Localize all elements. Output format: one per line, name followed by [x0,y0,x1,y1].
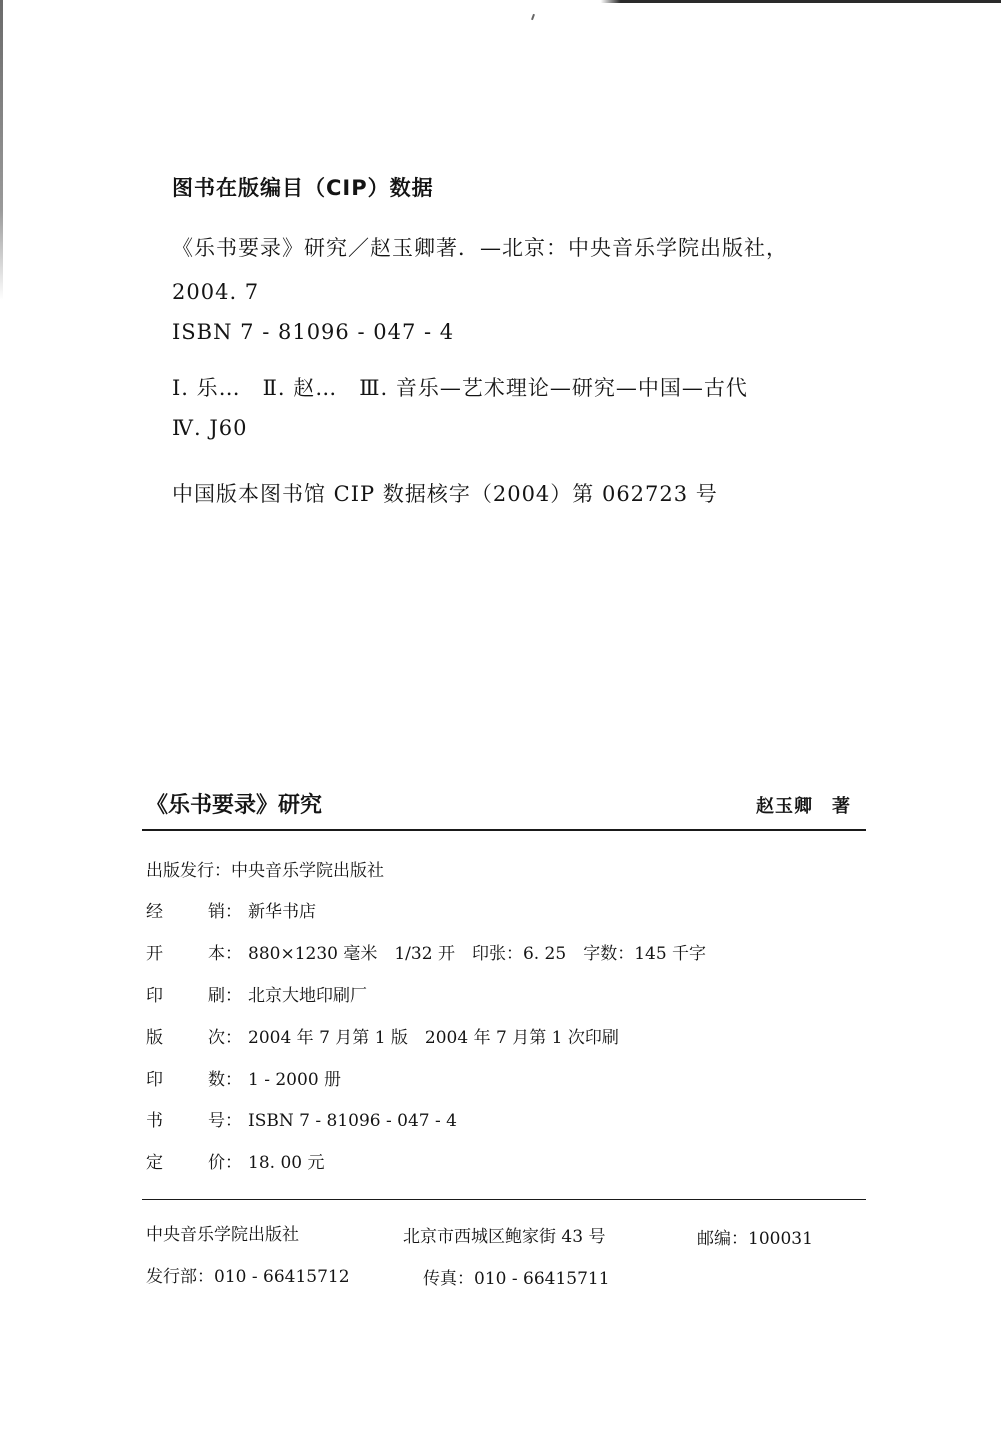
label-char: 定 [146,1153,163,1173]
label-char: 数： [208,1070,242,1090]
colophon-row-edition [146,1023,619,1048]
colophon-row-distributor [146,897,316,922]
label-char: 印 [146,986,163,1006]
footer-publisher: 中央音乐学院出版社 [146,1225,299,1245]
colophon-row-price [146,1148,324,1173]
footer-address: 北京市西城区鲍家街 43 号 [403,1227,606,1247]
footer-distribution-phone: 发行部：010 - 66415712 [146,1267,350,1287]
colophon-value: 880×1230 毫米 1/32 开 印张：6. 25 字数：145 千字 [248,944,707,964]
colophon-label [146,981,248,1006]
cip-isbn-line: ISBN 7 - 81096 - 047 - 4 [172,320,455,344]
cip-date-line: 2004. 7 [172,280,260,304]
colophon-book-title: 《乐书要录》研究 [146,793,323,818]
colophon-row-publisher [146,856,384,881]
colophon-row-printer [146,981,367,1006]
label-char: 书 [146,1111,163,1131]
colophon-label [146,939,248,964]
colophon-value: 新华书店 [248,902,316,922]
cip-title: 图书在版编目（CIP）数据 [172,176,434,200]
label-char: 经 [146,902,163,922]
colophon-value: 中央音乐学院出版社 [231,861,384,881]
label-char: 次： [208,1028,242,1048]
label-char: 刷： [208,986,242,1006]
label-char: 印 [146,1070,163,1090]
colophon-row-print-run [146,1065,341,1090]
colophon-value: 北京大地印刷厂 [248,986,367,1006]
cip-classification-line: Ⅳ. J60 [172,416,248,440]
colophon-row-isbn [146,1106,457,1131]
scan-edge-top [0,0,1001,3]
label-char: 价： [208,1153,242,1173]
colophon-label [146,1148,248,1173]
colophon-label [146,1023,248,1048]
colophon-label [146,1065,248,1090]
colophon-value: ISBN 7 - 81096 - 047 - 4 [248,1111,457,1131]
colophon-row-format [146,939,706,964]
scan-speck [531,14,535,20]
label-char: 销： [208,902,242,922]
cip-bibliographic-line: 《乐书要录》研究／赵玉卿著．—北京：中央音乐学院出版社， [172,236,788,260]
colophon-bottom-rule [142,1199,866,1200]
cip-subject-line: Ⅰ. 乐… Ⅱ. 赵… Ⅲ. 音乐—艺术理论—研究—中国—古代 [172,376,748,400]
colophon-top-rule [142,829,866,831]
label-char: 版 [146,1028,163,1048]
scan-edge-left [0,0,3,300]
colophon-value: 2004 年 7 月第 1 版 2004 年 7 月第 1 次印刷 [248,1028,619,1048]
label-char: 本： [208,944,242,964]
colophon-value: 18. 00 元 [248,1153,325,1173]
colophon-label [146,1106,248,1131]
label-char: 号： [208,1111,242,1131]
colophon-value: 1 - 2000 册 [248,1070,342,1090]
footer-postcode: 邮编：100031 [697,1229,813,1249]
cip-record-number-line: 中国版本图书馆 CIP 数据核字（2004）第 062723 号 [172,482,718,506]
colophon-author: 赵玉卿 著 [756,796,851,817]
footer-fax: 传真：010 - 66415711 [423,1269,610,1289]
colophon-label: 出版发行： [146,861,231,881]
label-char: 开 [146,944,163,964]
colophon-label [146,897,248,922]
